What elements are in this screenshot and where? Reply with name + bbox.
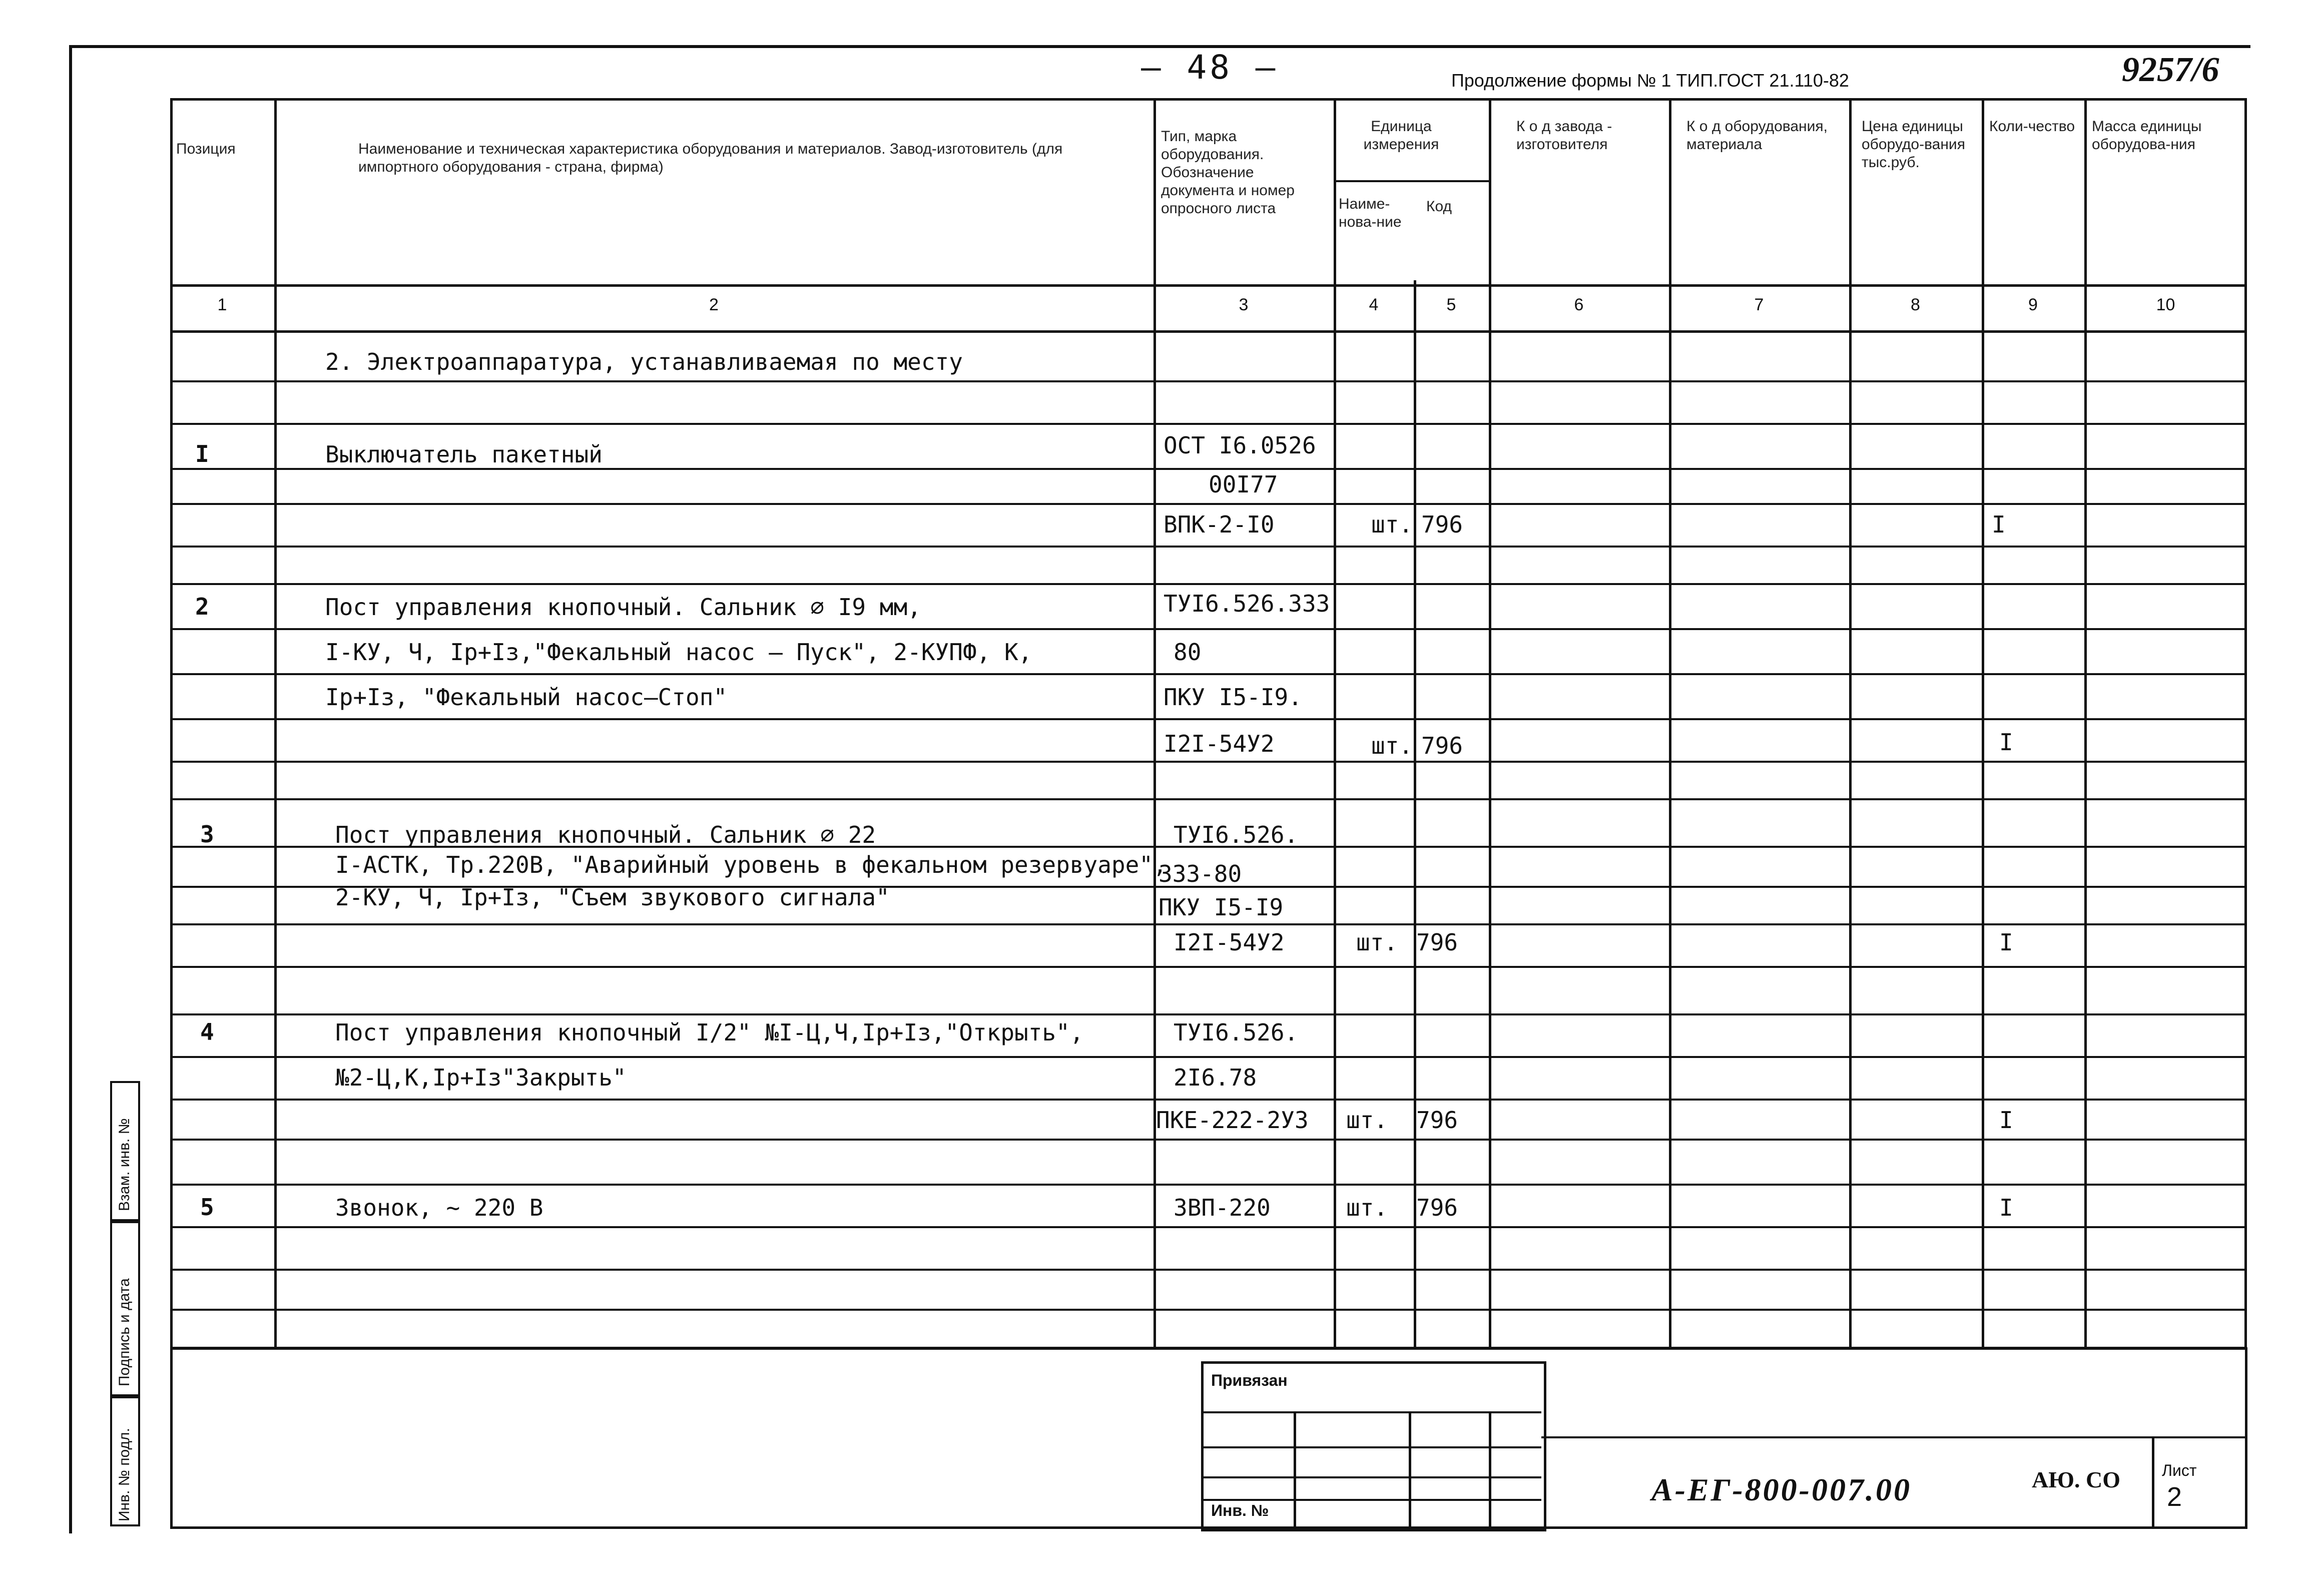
row-quantity: I [1999,1194,2013,1221]
section-title: 2. Электроаппаратура, устанавливаемая по месту [325,348,963,375]
row-unit: шт. [1371,732,1413,759]
document-code: А-ЕГ-800-007.00 [1651,1472,1912,1507]
col-header-unit-code: Код [1426,198,1452,215]
row-type: 2I6.78 [1174,1064,1257,1091]
row-line [170,1309,2247,1311]
row-line [170,718,2247,720]
row-unit-code: 796 [1421,732,1463,759]
row-line [170,546,2247,548]
row-quantity: I [1999,1107,2013,1134]
row-name: Пост управления кнопочный. Сальник ∅ 22 [335,821,876,848]
row-line [170,284,2247,287]
col-header-factory-code: К о д завода - изготовителя [1516,118,1612,153]
row-name: Выключатель пакетный [325,441,603,468]
col-header-type: Тип, марка оборудования. Обозначение документа и номер опросного листа [1161,128,1295,217]
row-type: 333-80 [1159,860,1242,887]
stamp-line [1409,1411,1411,1526]
row-type: ОСТ I6.0526 [1164,432,1316,459]
row-line [170,1056,2247,1058]
col-number: 10 [2156,295,2175,314]
row-name: Ip+Iз, "Фекальный насос–Стоп" [325,684,728,711]
row-type: 80 [1174,639,1202,666]
row-line [170,330,2247,333]
row-line [170,1184,2247,1186]
col-number: 6 [1574,295,1584,314]
row-type: ТУI6.526.333 [1164,590,1330,617]
row-type: 00I77 [1209,471,1278,498]
row-name: I-КУ, Ч, Ip+Iз,"Фекальный насос – Пуск", 2-КУПФ, К, [325,639,1032,666]
row-line [170,628,2247,630]
side-label-replace: Взам. инв. № [116,1118,133,1211]
row-line [170,923,2247,925]
row-type: ПКУ I5-I9. [1164,684,1302,711]
col-number: 7 [1754,295,1764,314]
row-line [170,798,2247,800]
col-line [1414,280,1416,1349]
row-line [170,583,2247,585]
col-number: 8 [1911,295,1920,314]
row-line [170,1226,2247,1228]
row-name: Пост управления кнопочный. Сальник ∅ I9 мм, [325,594,921,621]
col-header-quantity: Коли-чество [1989,118,2075,135]
side-label-inventory: Инв. № подл. [116,1428,133,1521]
row-quantity: I [1999,729,2013,756]
col-number: 5 [1446,295,1456,314]
row-unit-code: 796 [1416,1107,1458,1134]
stamp-line [1489,1411,1491,1526]
page-number: – 48 – [1141,48,1279,87]
row-line [170,673,2247,675]
row-unit-code: 796 [1421,511,1463,538]
side-label-signature: Подпись и дата [116,1278,133,1386]
row-position: 5 [200,1194,214,1221]
sheet-number: 2 [2167,1482,2182,1512]
row-unit: шт. [1356,929,1398,956]
row-name: Пост управления кнопочный I/2" №I-Ц,Ч,Ip+Iз,"Открыть", [335,1019,1084,1046]
col-header-price: Цена единицы оборудо-вания тыс.руб. [1862,118,1965,171]
row-type: ВПК-2-I0 [1164,511,1275,538]
row-unit-code: 796 [1416,929,1458,956]
row-line [170,966,2247,968]
col-header-equipment-code: К о д оборудования, материала [1686,118,1828,153]
row-position: I [195,440,209,467]
stamp-line [1294,1411,1296,1526]
stamp-title: Привязан [1211,1371,1288,1389]
row-type: I2I-54У2 [1164,730,1275,757]
row-position: 2 [195,593,209,620]
row-position: 4 [200,1018,214,1045]
row-line [170,1013,2247,1015]
row-line [170,1139,2247,1141]
row-line [1334,180,1489,182]
stamp-inventory-label: Инв. № [1211,1501,1269,1519]
row-type: ПКУ I5-I9 [1159,894,1284,921]
title-block-line [2152,1436,2154,1526]
row-quantity: I [1992,511,2006,538]
title-block-line [1541,1436,2247,1438]
row-type: ПКЕ-222-2У3 [1156,1107,1309,1134]
row-type: ТУI6.526. [1174,821,1299,848]
col-number: 1 [217,295,227,314]
col-header-unit-name: Наиме-нова-ние [1339,196,1402,230]
row-line [170,1269,2247,1271]
form-continuation-note: Продолжение формы № 1 ТИП.ГОСТ 21.110-82 [1451,70,1849,91]
row-unit: шт. [1371,511,1413,538]
col-header-unit-group: Единица измерения [1363,118,1439,153]
row-unit: шт. [1346,1107,1388,1134]
row-line [170,423,2247,425]
col-header-position: Позиция [176,141,236,157]
sheet-label: Лист [2162,1461,2197,1479]
title-block-line [170,1347,173,1529]
row-line [170,380,2247,382]
row-unit: шт. [1346,1194,1388,1221]
col-number: 4 [1369,295,1379,314]
row-type: ТУI6.526. [1174,1019,1299,1046]
row-line [170,761,2247,763]
row-type: ЗВП-220 [1174,1194,1271,1221]
row-line [170,1347,2247,1350]
col-header-name: Наименование и техническая характеристика оборудования и материалов. Завод-изготовитель (для импортного оборудования - страна, фирма) [358,141,1063,175]
col-number: 9 [2028,295,2038,314]
row-type: I2I-54У2 [1174,929,1285,956]
row-line [170,1099,2247,1101]
row-name: 2-КУ, Ч, Ip+Iз, "Съем звукового сигнала" [335,884,890,911]
row-line [170,503,2247,505]
sheet-code: 9257/6 [2122,51,2219,89]
row-quantity: I [1999,929,2013,956]
row-name: I-АСТК, Тр.220В, "Аварийный уровень в фекальном резервуаре", [335,851,1167,878]
col-header-mass: Масса единицы оборудова-ния [2092,118,2202,153]
col-number: 2 [709,295,719,314]
row-position: 3 [200,821,214,848]
document-suffix: АЮ. СО [2032,1467,2121,1492]
row-name: Звонок, ~ 220 В [335,1194,543,1221]
col-number: 3 [1239,295,1249,314]
row-name: №2-Ц,К,Ip+Iз"Закрыть" [335,1064,627,1091]
row-unit-code: 796 [1416,1194,1458,1221]
